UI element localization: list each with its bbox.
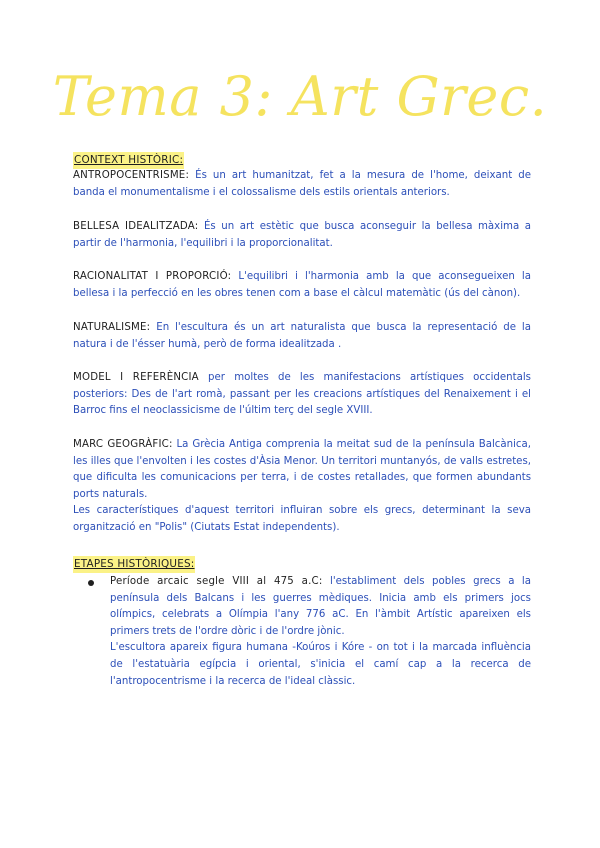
term-periode-arcaic: Període arcaic segle VIII al 475 a.C: [110,576,323,587]
term-bellesa: BELLESA IDEALITZADA: [73,221,199,232]
term-naturalisme: NATURALISME: [73,322,151,333]
context-heading: CONTEXT HISTÒRIC: [73,152,184,169]
context-item-model [73,370,531,420]
context-item-marc [73,437,531,537]
text-model: per moltes de les manifestacions artístiques occidentals posteriors: Des de l'art romà, passant per les creacions artístiques del Renaixement i el Barroc fins el neoclassicisme de l'últim terç del segle XVIII. [73,372,531,417]
text-racionalitat: L'equilibri i l'harmonia amb la que aconsegueixen la bellesa i la perfecció en les obres tenen com a base el càlcul matemàtic (ús del cànon). [73,271,531,299]
context-item-naturalisme [73,320,531,353]
text-marc-extra: Les característiques d'aquest territori influiran sobre els grecs, determinant la seva organització en "Polis" (Ciutats Estat independents). [73,505,531,533]
stages-section [73,556,531,574]
text-antropocentrisme: És un art humanitzat, fet a la mesura de l'home, deixant de banda el monumentalisme i el colossalisme dels estils orientals anteriors. [73,170,531,198]
text-marc: La Grècia Antiga comprenia la meitat sud de la península Balcànica, les illes que l'envolten i les costes d'Àsia Menor. Un territori muntanyós, de valls estretes, que dificulta les comunicacions per terra, i de costes retallades, que formen abundants ports naturals. [73,439,531,500]
page-title: Tema 3: Art Grec. [52,65,548,128]
text-periode-arcaic: l'establiment dels pobles grecs a la península dels Balcans i les guerres mèdiques. Inicia amb els primers jocs olímpics, celebrats a Olímpia l'any 776 aC. En l'àmbit Artístic apareixen els primers trets de l'ordre dòric i de l'ordre jònic. [110,576,531,637]
context-item-antropocentrisme [73,168,531,201]
context-item-racionalitat [73,269,531,302]
term-antropocentrisme: ANTROPOCENTRISME: [73,170,190,181]
stages-heading: ETAPES HISTÒRIQUES: [73,556,195,573]
context-item-bellesa [73,219,531,252]
term-model: MODEL I REFERÈNCIA [73,372,199,383]
bullet-icon [88,580,94,586]
term-marc: MARC GEOGRÀFIC: [73,439,173,450]
text-naturalisme: En l'escultura és un art naturalista que busca la representació de la natura i de l'ésser humà, però de forma idealitzada . [73,322,531,350]
context-section [73,152,531,170]
stages-list [88,574,531,690]
text-bellesa: És un art estètic que busca aconseguir la bellesa màxima a partir de l'harmonia, l'equilibri i la proporcionalitat. [73,221,531,249]
term-racionalitat: RACIONALITAT I PROPORCIÓ: [73,271,232,282]
list-item [88,574,531,690]
text-periode-arcaic-extra: L'escultora apareix figura humana -Koúros i Kóre - on tot i la marcada influència de l'estatuària egípcia i oriental, s'inicia el camí cap a la recerca de l'antropocentrisme i la recerca de l'ideal clàssic. [110,642,531,687]
